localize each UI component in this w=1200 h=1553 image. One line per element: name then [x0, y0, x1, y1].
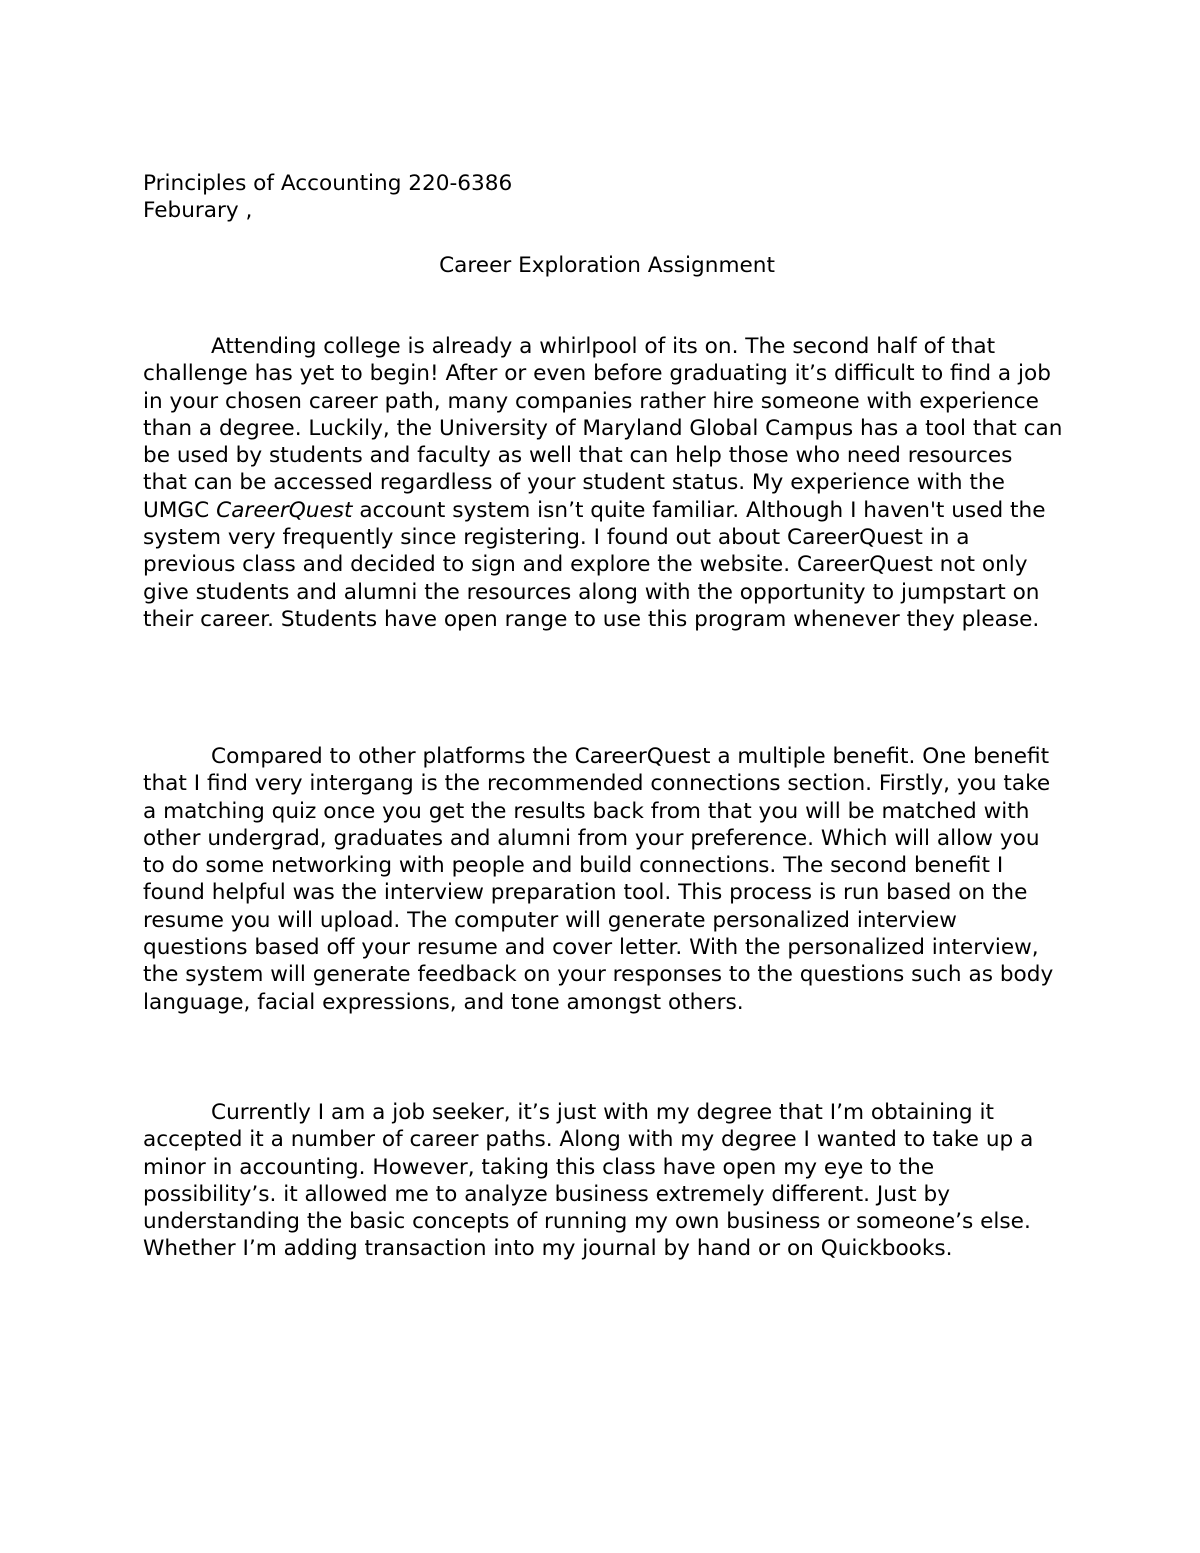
course-line: Principles of Accounting 220-6386 [143, 171, 513, 196]
paragraph-2: Compared to other platforms the CareerQuest a multiple benefit. One benefit that I find very intergang is the recommended connections section. Firstly, you take a matching quiz once you get the results back from that you will be matched with other undergrad, graduates and alumni from your preference. Which will allow you to do some networking with people and build connections. The second benefit I found helpful was the interview preparation tool. This process is run based on the resume you will upload. The computer will generate personalized interview questions based off your resume and cover letter. With the personalized interview, the system will generate feedback on your responses to the questions such as body language, facial expressions, and tone amongst others. [143, 744, 1054, 1015]
paragraph-1-part-1: Attending college is already a whirlpool of its on. The second half of that challenge has yet to begin! After or even before graduating it’s difficult to find a job in your chosen career path, many companies rather hire someone with experience than a degree. Luckily, the University of Maryland Global Campus has a tool that can be used by students and faculty as well that can help those who need resources that can be accessed regardless of your student status. My experience with the UMGC [143, 334, 1063, 523]
date-line: Feburary , [143, 198, 253, 223]
paragraph-1 [143, 333, 1063, 633]
paragraph-3: Currently I am a job seeker, it’s just with my degree that I’m obtaining it accepted it a number of career paths. Along with my degree I wanted to take up a minor in accounting. However, taking this class have open my eye to the possibility’s. it allowed me to analyze business extremely different. Just by understanding the basic concepts of running my own business or someone’s else. Whether I’m adding transaction into my journal by hand or on Quickbooks. [143, 1100, 1034, 1262]
careerquest-italic: CareerQuest [216, 497, 353, 523]
paragraph-1-part-2: account system isn’t quite familiar. Although I haven't used the system very frequently since registering. I found out about CareerQuest in a previous class and decided to sign and explore the website. CareerQuest not only give students and alumni the resources along with the opportunity to jumpstart on their career. Students have open range to use this program whenever they please. [143, 497, 1046, 632]
document-header [143, 170, 1063, 224]
document-title: Career Exploration Assignment [439, 253, 775, 278]
